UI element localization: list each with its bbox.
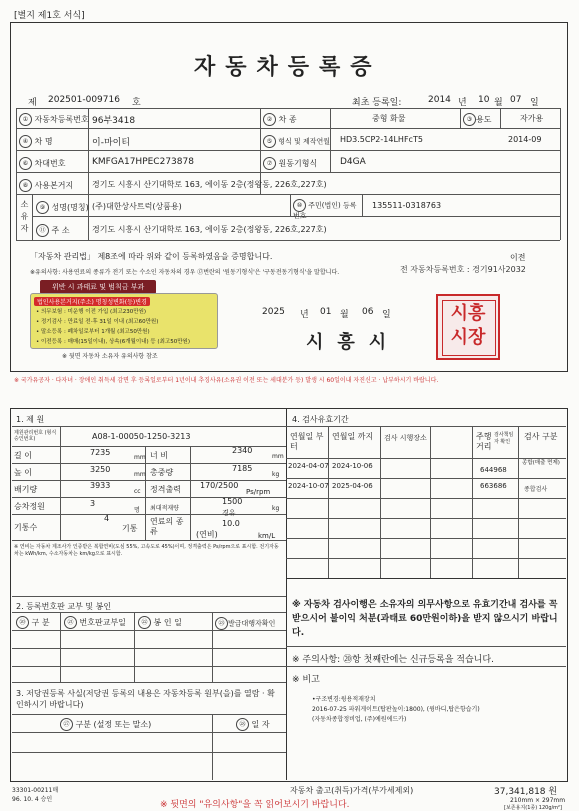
spec-displacement-value: 3933 xyxy=(90,481,111,490)
insp-col-from: 연월일 부터 xyxy=(290,432,324,451)
remarks-line2: (자동차종합정비업, (주)예원에드카) xyxy=(312,716,407,723)
spec-power-value: 170/2500 xyxy=(200,481,239,490)
issue-day-unit: 일 xyxy=(382,310,391,320)
penalty-insurance: • 의무보험 : 미운행 이전 가입 (최고230만원) xyxy=(36,309,147,315)
paper-size: 210mm × 297mm xyxy=(510,797,566,804)
vehicle-type-value: 중형 화물 xyxy=(372,114,406,123)
form-number: 33301-00211매 xyxy=(12,787,59,794)
spec-cylinders-value: 4 xyxy=(104,514,110,523)
specs-section-title: 1. 제 원 xyxy=(16,415,45,424)
owner-id-label: ⑩ 주민(법인) 등록번호 xyxy=(293,199,361,220)
back-notice: ※ 뒷면의 "유의사항"을 꼭 읽어보시기 바랍니다. xyxy=(160,800,350,810)
insp-col-inspector: 검사책임자 확인 xyxy=(494,432,514,445)
spec-height-unit: mm xyxy=(134,471,146,478)
insp-row2-type: 종합검사 xyxy=(524,486,548,493)
first-reg-year: 2014 xyxy=(428,95,451,105)
remarks-label: ※ 비고 xyxy=(292,675,320,685)
price-label: 자동차 출고(취득)가격(부가세제외) xyxy=(290,786,414,795)
issue-month: 01 xyxy=(320,307,332,317)
spec-payload-unit: kg xyxy=(272,505,280,512)
spec-mgmt-no-value: A08-1-00050-1250-3213 xyxy=(92,432,191,441)
spec-fuel-label: 연료의 종류 xyxy=(150,517,184,536)
reg-no-suffix: 호 xyxy=(132,98,141,108)
insp-row1-to: 2024-10-06 xyxy=(332,462,373,470)
vin-label: ⑥ 차대번호 xyxy=(19,157,65,170)
spec-mileage-value: 10.0 xyxy=(222,519,240,528)
penalty-header: 위반 시 과태료 및 범칙금 부과 xyxy=(40,280,156,294)
insp-col-mileage: 주행 거리 xyxy=(476,432,492,451)
first-reg-label: 최초 등록일: xyxy=(352,98,402,108)
insp-row1-from: 2024-04-07 xyxy=(288,462,329,470)
owner-id-value: 135511-0318763 xyxy=(372,201,442,210)
spec-gvw-label: 총중량 xyxy=(150,468,174,477)
penalty-cancellation: • 말소등록 : 폐차일로부터 1개월 (최고50만원) xyxy=(36,329,150,335)
tax-warning: ※ 국가유공자 · 다자녀 · 장애인 취득세 감면 후 등록일로부터 1년이내 추징사유(소유권 이전 또는 세대분가 등) 발생 시 60일이내 자진신고 · 납부하시기 바랍니다. xyxy=(14,377,439,384)
spec-displacement-unit: cc xyxy=(134,488,141,495)
spec-width-label: 너 비 xyxy=(150,451,168,460)
inspection-warning: ※ 자동차 검사이행은 소유자의 의무사항으로 유효기간내 검사를 꼭 받으시어 불이익 처분(과태료 60만원이하)을 받지 않으시기 바랍니다. xyxy=(292,600,558,638)
vin-value: KMFGA17HPEC273878 xyxy=(92,157,194,167)
owner-name-label: ⑨ 성명(명칭) xyxy=(36,201,89,214)
reg-no-value: 202501-009716 xyxy=(48,95,120,105)
insp-row2-mileage: 663686 xyxy=(480,482,507,490)
plates-section-title: 2. 등록번호판 교부 및 봉인 xyxy=(16,602,112,611)
spec-seats-unit: 명 xyxy=(134,507,140,514)
form-label: [별지 제1호 서식] xyxy=(14,11,85,21)
penalty-footer: ※ 뒷면 자동차 소유자 유의사항 참조 xyxy=(62,353,158,360)
price-value: 37,341,818 원 xyxy=(494,787,558,797)
official-seal xyxy=(436,294,500,360)
handwritten-transfer: 이전 xyxy=(510,253,526,262)
spec-length-unit: mm xyxy=(134,454,146,461)
first-reg-month: 10 xyxy=(478,95,490,105)
insp-col-to: 연월일 까지 xyxy=(332,432,374,441)
spec-width-value: 2340 xyxy=(232,446,253,455)
usage-value: 자가용 xyxy=(520,114,544,123)
reg-no-label: 제 xyxy=(28,98,37,108)
inspection-section-title: 4. 검사유효기간 xyxy=(292,415,349,424)
remarks-line1: 2016-07-25 파워게이트(탑판높이:1800), (윙바디,탑은항습기) xyxy=(312,706,480,713)
form-approval-date: 96. 10. 4 승인 xyxy=(12,796,53,803)
plates-col-agent: ㉓ 발급대행자확인 xyxy=(215,617,275,630)
inspection-note: ※ 주의사항: ⑳항 첫째란에는 신규등록을 적습니다. xyxy=(292,655,494,665)
insp-col-place: 검사 시행장소 xyxy=(384,434,427,442)
vehicle-type-label: ② 차 종 xyxy=(263,113,297,126)
plates-col-issue-date: ㉑ 번호판교부일 xyxy=(64,616,126,629)
model-label: ⑤ 형식 및 제작연월 xyxy=(263,135,330,148)
spec-power-label: 정격출력 xyxy=(150,485,181,494)
base-location-value: 경기도 시흥시 산기대학로 163, 에이동 2층(정왕동, 226호,227호) xyxy=(92,180,327,189)
vehicle-name-value: 이-마이티 xyxy=(92,138,131,148)
mortgage-col-type: ㉗ 구분 (설정 또는 말소) xyxy=(60,718,151,731)
issuing-city: 시흥시 xyxy=(306,332,401,353)
spec-gvw-unit: kg xyxy=(272,471,280,478)
vehicle-name-label: ④ 차 명 xyxy=(19,135,53,148)
spec-power-unit: Ps/rpm xyxy=(246,488,271,496)
vehicle-reg-no-value: 96부3418 xyxy=(92,116,136,126)
engine-type-value: D4GA xyxy=(340,157,366,167)
plates-col-seal-date: ㉒ 봉 인 일 xyxy=(138,616,182,629)
base-location-label: ⑧ 사용본거지 xyxy=(19,179,73,192)
spec-cylinders-unit: 기통 xyxy=(122,524,138,533)
spec-payload-value: 1500 xyxy=(222,497,243,506)
day-unit: 일 xyxy=(530,98,539,108)
spec-fuel-value: 경유 xyxy=(222,509,236,517)
spec-seats-value: 3 xyxy=(90,499,96,508)
insp-row1-mileage: 644968 xyxy=(480,466,507,474)
issue-day: 06 xyxy=(362,307,374,317)
issue-year-unit: 년 xyxy=(300,310,309,320)
insp-row2-from: 2024-10-07 xyxy=(288,482,329,490)
spec-height-value: 3250 xyxy=(90,465,111,474)
issue-year: 2025 xyxy=(262,307,285,317)
spec-displacement-label: 배기량 xyxy=(14,485,38,494)
penalty-tag: 법인사용본거지(주소) 명칭성변화(등)변경 xyxy=(34,297,150,306)
first-reg-day: 07 xyxy=(510,95,522,105)
insp-row2-to: 2025-04-06 xyxy=(332,482,373,490)
spec-seats-label: 승차정원 xyxy=(14,502,45,511)
specs-footnote: ※ 연비는 자동차 제조사가 인증받은 복합연비(도심 55%, 고속도로 45%)이며, 정격출력은 Ps/rpm으로 표시함. 전기자동차는 kWh/km, 수소자동차는 km/kg으로 표시함. xyxy=(14,544,279,557)
spec-mileage-label: (연비) xyxy=(196,530,218,539)
paper-weight: [보존용지(1종) 120g/m²] xyxy=(504,805,563,811)
spec-width-unit: mm xyxy=(272,453,284,460)
issue-month-unit: 월 xyxy=(340,310,349,320)
insp-row1-type: 종합(매출 면제) xyxy=(522,460,560,466)
fuel-notice: ※유의사항: 사용연료의 종류가 전기 또는 수소인 자동차의 경우 ⑰번란의 '원동기형식'은 '구동전동기형식'을 말합니다. xyxy=(30,269,340,276)
engine-type-label: ⑦ 원동기형식 xyxy=(263,157,317,170)
remarks-title: •구조변경:윙용적재장치 xyxy=(312,696,376,703)
legal-notice: 「자동차 관리법」 제8조에 따라 위와 같이 등록하였음을 증명합니다. xyxy=(30,252,273,261)
seal-text: 시흥시장 xyxy=(450,303,486,348)
owner-address-label: ⑪ 주 소 xyxy=(36,224,70,237)
insp-col-type: 검사 구분 xyxy=(524,432,558,441)
mortgage-col-date: ㉘ 일 자 xyxy=(236,718,270,731)
usage-label: ③ 용도 xyxy=(463,113,491,126)
spec-gvw-value: 7185 xyxy=(232,464,253,473)
spec-payload-label: 최대적재량 xyxy=(150,505,179,512)
spec-mileage-unit: km/L xyxy=(258,532,276,540)
mortgage-section-title: 3. 저당권등록 사실(저당권 등록의 내용은 자동차등록 원부(을)를 열람 · 확인하시기 바랍니다) xyxy=(16,689,275,709)
penalty-transfer: • 이전등록 : 매매(15일이내), 상속(6개월이내) 등 (최고50만원) xyxy=(36,339,190,345)
spec-cylinders-label: 기통수 xyxy=(14,523,38,532)
year-unit: 년 xyxy=(458,98,467,108)
spec-height-label: 높 이 xyxy=(14,468,32,477)
model-year-value: 2014-09 xyxy=(508,135,542,144)
plates-col-type: ⑳ 구 분 xyxy=(16,616,50,629)
spec-length-label: 길 이 xyxy=(14,451,32,460)
owner-side-label: 소유자 xyxy=(20,200,29,236)
month-unit: 월 xyxy=(494,98,503,108)
vehicle-reg-no-label: ① 자동차등록번호 xyxy=(19,113,89,126)
owner-address-value: 경기도 시흥시 산기대학로 163, 에이동 2층(정왕동, 226호,227호) xyxy=(92,225,327,234)
model-value: HD3.5CP2-14LHFcT5 xyxy=(340,135,423,144)
owner-name-value: (주)대한상사트럭(상품용) xyxy=(92,202,182,211)
handwritten-prev-plate: 전 자동차등록번호 : 경기91사2032 xyxy=(400,265,526,274)
document-title: 자동차등록증 xyxy=(194,54,382,80)
penalty-inspection: • 정기검사 : 만료일 전·후 31일 이내 (최고60만원) xyxy=(36,319,159,325)
spec-mgmt-no-label: 제원관리번호 (형식승인번호) xyxy=(14,430,57,442)
spec-length-value: 7235 xyxy=(90,448,111,457)
